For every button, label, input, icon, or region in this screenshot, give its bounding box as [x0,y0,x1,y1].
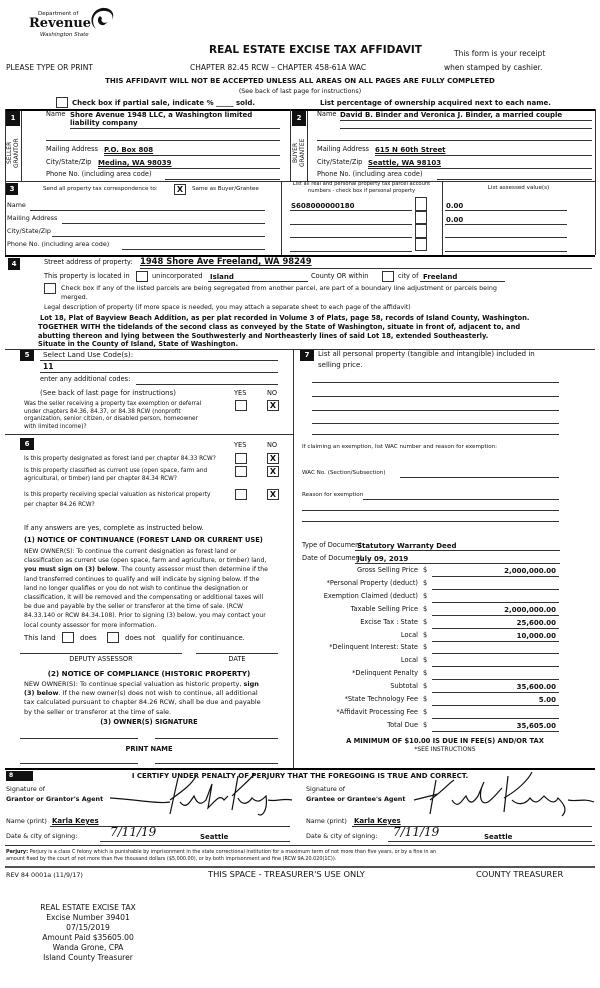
city-of-label: city of [398,272,419,280]
divider [307,111,308,181]
stamp-line: 07/15/2019 [66,923,110,932]
see-back-note: (See back of last page for instructions) [40,389,176,397]
personal-property-label: selling price. [318,361,363,369]
notice-line: classification as current use (open space, farm and agriculture, or timber) land, [24,557,267,565]
fee-label: Subtotal [390,682,418,691]
grantee-signature[interactable] [408,770,598,820]
grantor-sign-date[interactable]: 7/11/19 [110,825,157,839]
deputy-assessor-label: DEPUTY ASSESSOR [69,655,133,663]
segregated-checkbox[interactable] [44,283,56,294]
fee-value[interactable]: 35,600.00 [516,683,556,692]
exemption-question: with limited income)? [24,423,87,430]
forest-yes-checkbox[interactable] [235,453,247,464]
grantee-sign-city[interactable]: Seattle [484,833,513,841]
exemption-question: organization, senior citizen, or disabled person, homeowner [24,416,198,422]
underline [445,224,567,225]
dollar-sign: $ [423,578,428,587]
fee-label: *Personal Property (deduct) [326,578,418,587]
tax-name-field[interactable] [30,210,265,211]
ownership-note: List percentage of ownership acquired next to each name. [320,99,551,107]
historic-no-checkbox[interactable]: X [267,489,279,500]
assessed-value[interactable]: 0.00 [446,215,464,224]
owner-signature-line[interactable] [20,738,138,739]
fee-label: Taxable Selling Price [350,604,418,613]
field-label: City/State/Zip [7,227,51,235]
dollar-sign: $ [423,566,428,574]
notice1-title: (1) NOTICE OF CONTINUANCE (FOREST LAND OR CURRENT USE) [24,536,263,544]
minimum-note: A MINIMUM OF $10.00 IS DUE IN FEE(S) AND/OR TAX [346,737,544,745]
underline [290,251,412,252]
buyer-city-value[interactable]: Seattle, WA 98103 [368,159,442,167]
fee-label: Local [400,630,418,639]
owner-signature-title: (3) OWNER(S) SIGNATURE [100,718,198,726]
city-checkbox[interactable] [382,271,394,282]
chapter-ref: CHAPTER 82.45 RCW – CHAPTER 458-61A WAC [190,63,367,72]
underline [432,653,559,654]
wac-field[interactable] [400,477,559,478]
divider [595,181,596,255]
grantee-name-value[interactable]: Karla Keyes [354,817,401,825]
personal-property-line[interactable] [312,410,559,411]
perjury-line: amount fixed by the court of not more than five thousand dollars ($5,000.00), or by both imprisonment and fine (RCW 9A.20.020(1C)). [6,856,337,863]
underline [208,281,308,282]
field-label: Name [7,201,26,209]
warning-text: THIS AFFIDAVIT WILL NOT BE ACCEPTED UNLESS ALL AREAS ON ALL PAGES ARE FULLY COMPLETED [105,77,495,85]
grantee-sign-date[interactable]: 7/11/19 [393,825,440,839]
fee-label: *Delinquent Penalty [352,669,418,678]
signature-of-label: Signature of [306,785,346,793]
personal-property-label: List all personal property (tangible and intangible) included in [318,350,535,358]
fee-value[interactable]: 2,000,000.00 [504,567,556,575]
dollar-sign: $ [423,643,428,652]
dollar-sign: $ [423,720,428,729]
assessed-value[interactable]: 0.00 [446,202,464,210]
underline [432,576,559,577]
land-use-label: Select Land Use Code(s): [43,350,134,359]
reason-field[interactable] [302,510,559,511]
grantor-sign-city[interactable]: Seattle [200,833,229,841]
parcel-number[interactable]: S608000000180 [291,202,355,210]
partial-sale-label: Check box if partial sale, indicate % _____ sold. [72,99,256,107]
located-label: This property is located in [44,272,130,280]
land-use-code[interactable]: 11 [43,362,54,371]
historic-question: Is this property receiving special valuation as historical property [24,492,211,498]
dollar-sign: $ [423,707,428,716]
yes-header: YES [234,441,247,449]
notice-line [24,689,261,698]
does-not-label: does not [125,634,156,642]
notice-line: NEW OWNER(S): To continue the current designation as forest land or [24,548,237,555]
certify-statement: I CERTIFY UNDER PENALTY OF PERJURY THAT THE FOREGOING IS TRUE AND CORRECT. [131,772,469,780]
seller-mailing-value[interactable]: P.O. Box 808 [104,146,154,154]
underline [355,563,560,564]
print-name-line[interactable] [20,763,138,764]
receipt-note: This form is your receipt [454,49,546,58]
dollar-sign: $ [423,656,428,665]
section-number: 3 [6,183,18,195]
exemption-question: under chapters 84.36, 84.37, or 84.38 RCW (nonprofit [24,408,181,415]
section-number: 6 [20,438,34,450]
fee-value[interactable]: 10,000.00 [516,631,556,640]
section-number: 4 [8,258,20,270]
dollar-sign: $ [423,591,428,600]
see-back-note: (See back of last page for instructions) [238,88,362,95]
parcel-header: List all real and personal property tax parcel account [292,181,431,187]
deputy-assessor-signature-line[interactable] [20,653,182,654]
city-value[interactable]: Freeland [423,273,458,281]
historic-question: per chapter 84.26 RCW? [24,502,95,508]
exemption-no-checkbox[interactable]: X [267,400,279,411]
underline [104,155,280,156]
dollar-sign: $ [423,617,428,626]
print-name-line[interactable] [155,763,278,764]
same-as-buyer-checkbox[interactable]: X [174,184,186,195]
treasurer-use-label: THIS SPACE - TREASURER'S USE ONLY [208,869,365,879]
seller-phone-field[interactable] [165,179,280,180]
personal-property-line[interactable] [312,423,559,424]
doc-type-value[interactable]: Statutory Warranty Deed [357,542,457,550]
does-qualify-checkbox[interactable] [62,632,74,643]
notice-line: 84.33.140 or RCW 84.34.108). Prior to signing (3) below, you may contact your [24,612,266,620]
underline [40,372,278,373]
current-use-question: Is this property classified as current use (open space, farm and [24,468,208,474]
legal-description-line: TOGETHER WITH the tidelands of the second class as conveyed by the State of Washington, situate in front of, adjacent to, and [38,323,521,331]
name-print-label: Name (print) [6,817,47,825]
send-correspondence-label: Send all property tax correspondence to: [43,186,158,192]
does-label: does [80,634,97,642]
underline [432,615,559,616]
underline [50,826,290,827]
reason-field[interactable] [363,499,559,500]
field-label: Name [46,110,66,118]
tax-phone-field[interactable] [122,249,265,250]
current-use-question: agricultural, or timber) land per chapter 84.34 RCW? [24,476,177,482]
field-label: Phone No. (including area code) [7,240,110,248]
legal-description-line: abutting thereon and lying between the Southwesterly and Northeasterly lines of said Lot 18, extended Southeasterly. [38,332,489,340]
current-use-no-checkbox[interactable]: X [267,466,279,477]
notice-emphasis: (3) below [24,689,59,698]
if-any-note: If any answers are yes, complete as instructed below. [24,524,204,532]
receipt-note: when stamped by cashier. [444,63,543,72]
notice2-text [24,680,261,717]
divider [5,434,293,435]
underline [420,281,505,282]
logo-line: Washington State [40,32,89,38]
field-label: Mailing Address [46,145,98,153]
form-title: REAL ESTATE EXCISE TAX AFFIDAVIT [209,44,422,56]
underline [290,237,412,238]
additional-codes-field[interactable] [136,384,278,385]
fee-label: *Affidavit Processing Fee [336,707,418,716]
dollar-sign: $ [423,604,428,613]
name-print-label: Name (print) [306,817,347,825]
fee-label: Excise Tax : State [360,617,418,626]
tax-city-field[interactable] [52,236,265,237]
no-header: NO [267,441,278,449]
reason-field[interactable] [302,521,559,522]
doc-date-label: Date of Document [302,554,363,562]
divider [21,111,22,181]
underline [432,641,559,642]
notice-emphasis: you must sign on (3) below [24,566,118,574]
notice-line: by the seller or transferor at the time of sale. [24,707,172,716]
please-type: PLEASE TYPE OR PRINT [6,63,93,72]
field-label: Phone No. (including area code) [46,170,152,178]
underline [352,826,592,827]
stamp-line: Excise Number 39401 [46,913,130,922]
current-use-yes-checkbox[interactable] [235,466,247,477]
buyer-phone-field[interactable] [437,179,592,180]
exemption-yes-checkbox[interactable] [235,400,247,411]
treasurer-stamp [20,903,156,963]
underline [432,731,559,732]
section-number: 1 [6,111,20,126]
notice1-text [24,547,268,630]
underline [445,251,567,252]
seller-city-value[interactable]: Medina, WA 98039 [98,159,172,167]
owner-signature-line[interactable] [155,738,278,739]
assessor-date-line[interactable] [196,653,278,654]
doc-type-label: Type of Document [302,541,362,549]
underline [355,550,560,551]
dollar-sign: $ [423,669,428,678]
underline [432,705,559,706]
buyer-side-label: BUYER GRANTEE [292,138,306,168]
perjury-text: Perjury is a class C felony which is punishable by imprisonment in the state correctional institution for a maximum term of not more than five years, or by a fine in an [28,849,437,855]
fee-value[interactable]: 35,605.00 [516,721,556,730]
underline [70,128,280,129]
notice-line [24,680,261,689]
field-label: Name [317,110,337,118]
underline [432,679,559,680]
underline [375,155,592,156]
seller-side-label: SELLER GRANTOR [6,138,20,168]
notice-line: local county assessor for more information. [24,621,157,629]
field-label: City/State/Zip [317,158,363,166]
partial-sale-checkbox[interactable] [56,97,68,108]
see-instructions: *SEE INSTRUCTIONS [414,746,476,753]
underline [368,168,592,169]
perjury-line [6,849,436,856]
legal-description-line: Situate in the County of Island, State of Washington. [38,340,239,348]
notice-line: land no longer qualifies or you do not wish to continue the designation or [24,584,249,592]
seller-name-value[interactable]: liability company [70,119,138,127]
fee-label: Local [400,656,418,665]
grantor-name-value[interactable]: Karla Keyes [52,817,99,825]
stamp-line: REAL ESTATE EXCISE TAX [40,903,136,912]
fee-value[interactable]: 5.00 [538,696,556,704]
yes-header: YES [234,389,247,397]
date-label: DATE [228,655,246,663]
stamp-line: Wanda Grone, CPA [52,943,124,952]
legal-description-label: Legal description of property (if more space is needed, you may attach a separate sheet to each page of the affidavit) [44,304,411,311]
section-number: 5 [20,350,34,361]
this-land-label: This land [24,634,56,642]
underline [432,692,559,693]
dollar-sign: $ [423,695,428,703]
reason-label: Reason for exemption [302,492,364,498]
section-number: 8 [6,771,33,781]
grantee-agent-label: Grantee or Grantee's Agent [306,795,406,803]
notice-line [24,565,268,574]
form-revision: REV 84 0001a (11/9/17) [6,871,83,879]
segregated-label: Check box if any of the listed parcels are being segregated from another parcel, are part of a boundary line adjustment or parcels being [61,284,497,292]
underline [290,210,412,211]
personal-property-checkbox[interactable] [415,197,427,211]
section-number: 2 [292,111,306,126]
print-name-label: PRINT NAME [125,745,173,753]
county-treasurer-label: COUNTY TREASURER [476,869,564,879]
field-label: Mailing Address [7,214,58,222]
underline [40,360,278,361]
divider [290,109,291,181]
parcel-header: numbers - check box if personal property [307,188,416,194]
fee-label: *State Technology Fee [344,695,418,703]
underline [340,128,592,129]
notice-text: . If the new owner(s) does not wish to continue, all additional [58,689,258,698]
does-not-qualify-checkbox[interactable] [107,632,119,643]
notice-line: classification, it will be removed and the compensating or additional taxes will [24,594,264,602]
same-as-buyer-label: Same as Buyer/Grantee [192,186,259,192]
street-address-value[interactable]: 1948 Shore Ave Freeland, WA 98249 [140,256,312,266]
buyer-mailing-value[interactable]: 615 N 60th Street [375,146,446,154]
divider [293,349,294,769]
fee-label: *Delinquent Interest: State [329,643,418,652]
underline [432,718,559,719]
forest-land-question: Is this property designated as forest land per chapter 84.33 RCW? [24,456,216,462]
street-label: Street address of property: [44,258,133,266]
notice-line: tax calculated pursuant to chapter 84.26 RCW, shall be due and payable [24,698,261,707]
underline [432,589,559,590]
underline [46,140,280,141]
personal-property-checkbox[interactable] [415,238,427,252]
wac-label: WAC No. (Section/Subsection) [302,470,386,476]
signature-of-label: Signature of [6,785,46,793]
logo-line: Department of [38,11,79,17]
section-number: 7 [300,350,314,361]
underline [432,628,559,629]
underline [340,120,592,121]
dollar-sign: $ [423,682,428,691]
underline [432,602,559,603]
notice2-title: (2) NOTICE OF COMPLIANCE (HISTORIC PROPERTY) [47,669,251,678]
logo-line: Revenue [29,16,92,31]
stamp-line: Amount Paid $35605.00 [42,933,134,942]
perjury-notice [6,849,436,863]
stamp-line: Island County Treasurer [43,953,133,962]
doc-date-value[interactable]: July 09, 2019 [357,555,409,563]
underline [140,268,592,269]
underline [100,841,290,842]
divider [5,845,595,846]
additional-codes-label: enter any additional codes: [40,375,131,383]
forest-no-checkbox[interactable]: X [267,453,279,464]
qualify-label: qualify for continuance. [162,634,245,642]
assessed-header: List assessed value(s) [487,185,550,191]
personal-property-line[interactable] [312,382,559,383]
fee-label: Gross Selling Price [357,566,418,574]
grantor-signature[interactable] [100,770,295,820]
notice-text: . The county assessor must then determine if the [117,566,268,574]
dor-swirl-icon [86,5,118,33]
grantor-agent-label: Grantor or Grantor's Agent [6,795,104,803]
fee-value[interactable]: 2,000,000.00 [504,605,556,614]
notice-emphasis: sign [243,680,259,688]
historic-yes-checkbox[interactable] [235,489,247,500]
fee-label: Exemption Claimed (deduct) [323,591,418,600]
field-label: Phone No. (including area code) [317,170,423,178]
dollar-sign: $ [423,630,428,639]
fee-label: Total Due [387,720,418,729]
divider [5,866,595,868]
unincorporated-label: unincorporated [152,272,203,280]
underline [432,666,559,667]
field-label: City/State/Zip [46,158,92,166]
seller-name-value[interactable]: Shore Avenue 1948 LLC, a Washington limited [70,111,253,119]
underline [445,210,567,211]
notice-line: be due and payable by the seller or transferor at the time of sale. (RCW [24,603,244,611]
field-label: Mailing Address [317,145,369,153]
county-value[interactable]: Island [210,273,234,281]
fee-value[interactable]: 25,600.00 [516,618,556,627]
perjury-label: Perjury: [6,849,29,855]
divider [442,181,443,255]
underline [290,224,412,225]
tax-mailing-field[interactable] [62,223,265,224]
segregated-label: merged. [61,293,88,301]
underline [317,140,592,141]
date-city-label: Date & city of signing: [6,832,78,840]
unincorporated-checkbox[interactable] [136,271,148,282]
personal-property-checkbox[interactable] [415,224,427,238]
exemption-question: Was the seller receiving a property tax exemption or deferral [24,401,202,407]
personal-property-line[interactable] [312,396,559,397]
wac-intro: If claiming an exemption, list WAC number and reason for exemption: [302,444,498,450]
notice-text: NEW OWNER(S): To continue special valuation as historic property, [24,680,242,688]
divider [595,109,596,181]
notice-line: land transferred continues to qualify and will indicate by signing below. If the [24,575,260,583]
personal-property-line[interactable] [312,434,559,435]
underline [98,168,280,169]
personal-property-checkbox[interactable] [415,211,427,225]
legal-description-line: Lot 18, Plat of Bayview Beach Addition, as per plat recorded in Volume 3 of Plats, page 58, records of Island County, Washington. [40,314,530,322]
county-or-label: County OR within [311,272,369,280]
date-city-label: Date & city of signing: [306,832,378,840]
underline [445,237,567,238]
no-header: NO [267,389,278,397]
buyer-name-value[interactable]: David B. Binder and Veronica J. Binder, a married couple [340,111,563,119]
underline [388,841,592,842]
